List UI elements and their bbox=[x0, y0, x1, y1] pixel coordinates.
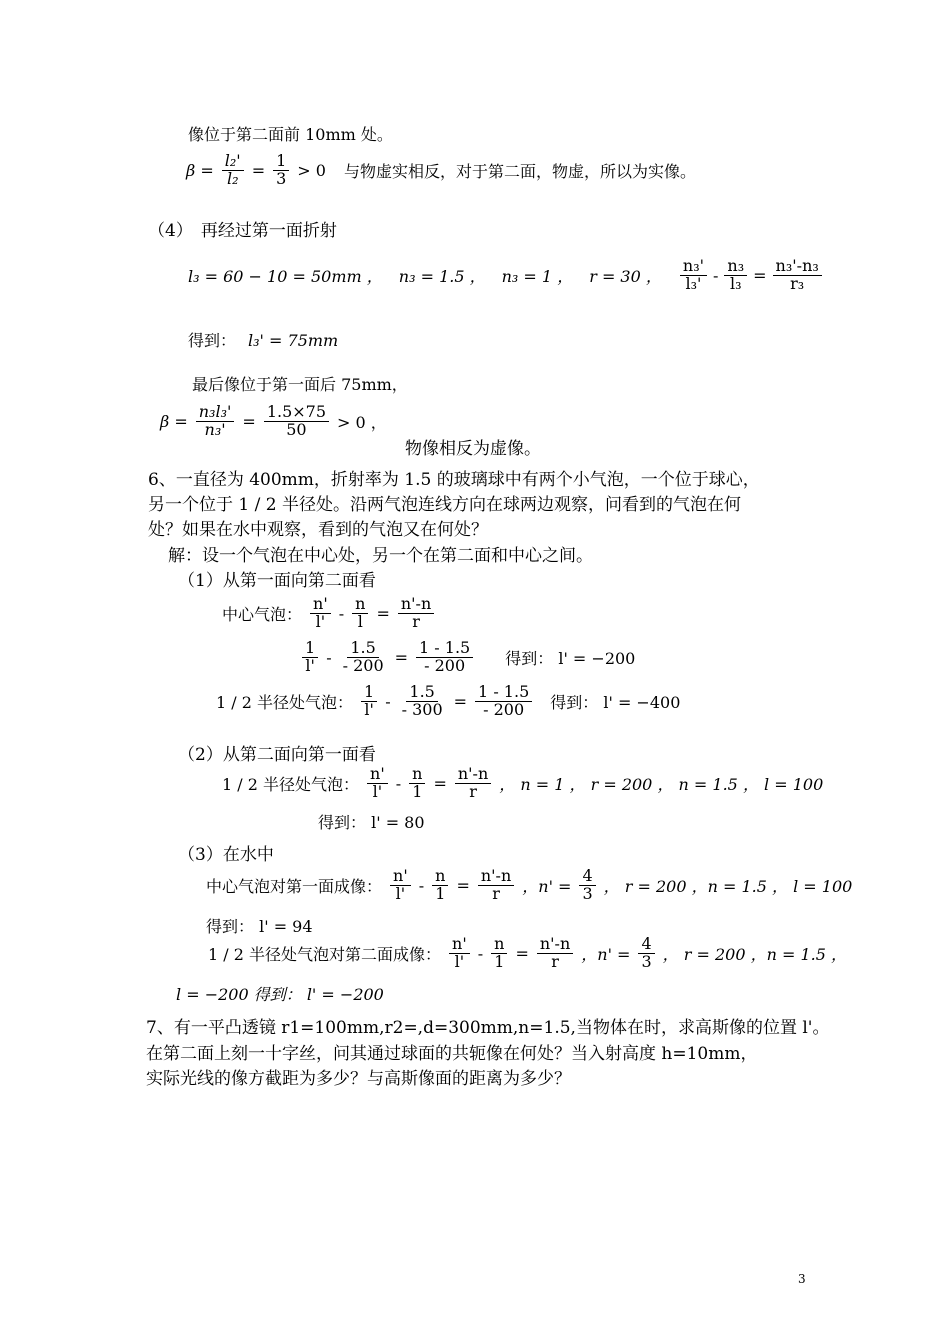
result-75: 得到： l₃' = 75mm bbox=[188, 331, 339, 350]
water-half-radius-formula: 1 / 2 半径处气泡对第二面成像： n' l' - $\frac{n}{1}$ = $\frac{n'-n}{r}$ ，n' = $\frac{4}{3}$ ， r = 200 ，n = 1.5 ， bbox=[208, 934, 848, 971]
magnification-formula-3: β = $\frac{\text{n₃l₃'}}{\text{n₃'}}$ = $\frac{1.5\times 75}{50}$ > 0 ， bbox=[160, 402, 387, 439]
result-minus-200: l = −200 得到： l' = −200 bbox=[176, 985, 384, 1004]
question-6-line1: 6、一直径为 400mm，折射率为 1.5 的玻璃球中有两个小气泡，一个位于球心， bbox=[148, 470, 760, 490]
fraction: $\frac{1}{3}$ bbox=[273, 153, 289, 188]
question-7-line3: 实际光线的像方截距为多少？与高斯像面的距离为多少？ bbox=[146, 1069, 571, 1089]
center-bubble-formula: 中心气泡： n' l' - $\frac{n}{l}$ = $\frac{n'-n}{r}$ bbox=[222, 596, 436, 631]
half-radius-second-face: 1 / 2 半径处气泡： n' l' - $\frac{n}{1}$ = $\frac{n'-n}{r}$ ， n = 1 ， r = 200 ， n = 1.5 ， l = 100 bbox=[222, 764, 824, 801]
image-position-line: 像位于第二面前 10mm 处。 bbox=[188, 125, 393, 144]
result-80: 得到： l' = 80 bbox=[318, 813, 425, 832]
center-bubble-calc: 1 l' - $\frac{1.5}{- 200}$ = $\frac{1 - 1.5}{- 200}$ 得到： l' = −200 bbox=[300, 640, 635, 675]
half-radius-bubble-calc: 1 / 2 半径处气泡： 1 l' - $\frac{1.5}{- 300}$ = $\frac{1 - 1.5}{- 200}$ 得到： l' = −400 bbox=[216, 682, 681, 719]
explanation-text: 与物虚实相反，对于第二面，物虚，所以为实像。 bbox=[343, 161, 696, 181]
final-image-line: 最后像位于第一面后 75mm， bbox=[192, 375, 408, 394]
question-7-line1: 7、有一平凸透镜 r1=100mm,r2=,d=300mm,n=1.5,当物体在时，求高斯像的位置 l'。 bbox=[146, 1018, 830, 1038]
refraction-params: l₃ = 60 − 10 = 50mm ， n₃ = 1.5 ， n₃ = 1 ， r = 30 ， n₃' l₃' - $\frac{\text{n₃}}{\text{l₃}}$ = $\frac{\text{n₃'-n₃}}{\text{r₃}}$ bbox=[188, 258, 824, 293]
solution-intro: 解：设一个气泡在中心处，另一个在第二面和中心之间。 bbox=[168, 546, 593, 566]
beta-symbol: β = bbox=[186, 160, 214, 180]
page-number: 3 bbox=[798, 1272, 806, 1286]
question-6-line2: 另一个位于 1 / 2 半径处。沿两气泡连线方向在球两边观察，问看到的气泡在何 bbox=[148, 495, 741, 515]
case-2-heading: （2）从第二面向第一面看 bbox=[178, 745, 376, 765]
step-4-heading: （4） 再经过第一面折射 bbox=[148, 221, 337, 241]
water-center-formula: 中心气泡对第一面成像： n' l' - $\frac{n}{1}$ = $\frac{n'-n}{r}$ ，n' = $\frac{4}{3}$ ， r = 200 ，n = 1.5 ， l = 100 bbox=[206, 866, 853, 903]
virtual-image-text: 物像相反为虚像。 bbox=[405, 439, 541, 459]
fraction: $\frac{\text{l₂'}}{\text{l₂}}$ bbox=[222, 153, 244, 188]
question-7-line2: 在第二面上刻一十字丝，问其通过球面的共轭像在何处？当入射高度 h=10mm， bbox=[146, 1044, 758, 1064]
case-3-heading: （3）在水中 bbox=[178, 845, 274, 865]
question-6-line3: 处？如果在水中观察，看到的气泡又在何处？ bbox=[148, 520, 488, 540]
case-1-heading: （1）从第一面向第二面看 bbox=[178, 571, 376, 591]
magnification-formula-2: β = $\frac{\text{l₂'}}{\text{l₂}}$ = $\frac{1}{3}$ > 0 与物虚实相反，对于第二面，物虚，所以为实像。 bbox=[186, 151, 696, 188]
result-94: 得到： l' = 94 bbox=[206, 917, 313, 936]
